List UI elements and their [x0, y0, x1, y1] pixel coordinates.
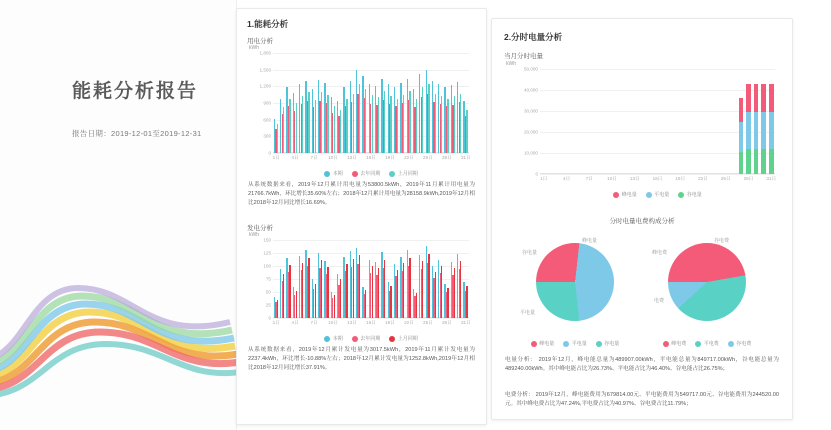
gridline [273, 86, 469, 87]
y-tick-label: 1,500 [259, 67, 271, 73]
bar [308, 92, 309, 153]
bar [321, 260, 322, 318]
pie-section-title: 分时电量电费构成分析 [609, 218, 675, 225]
legend-label: 去年同期 [360, 336, 381, 342]
legend-label: 峰电费 [671, 341, 687, 347]
legend-label: 本期 [332, 171, 343, 177]
x-tick-label: 28日 [442, 155, 452, 160]
legend-swatch [352, 336, 358, 342]
stacked-bar-segment [761, 112, 766, 149]
bar [289, 265, 290, 318]
bar [435, 272, 436, 318]
legend-swatch [596, 341, 602, 347]
legend-swatch [531, 341, 537, 347]
y-tick-label: 900 [263, 100, 271, 106]
pie-chart [536, 243, 614, 321]
bar [466, 110, 467, 153]
x-tick-label: 13日 [347, 320, 357, 325]
bar [397, 99, 398, 153]
bar [403, 263, 404, 318]
stacked-bar-segment [754, 84, 759, 112]
legend-item[interactable] [352, 170, 381, 177]
gridline [273, 53, 469, 54]
x-tick-label: 10日 [328, 320, 338, 325]
legend-swatch [352, 171, 358, 177]
stacked-bar-segment [761, 149, 766, 174]
legend-item[interactable] [646, 191, 670, 198]
y-tick-label: 50,000 [523, 66, 538, 72]
bar [460, 94, 461, 153]
legend-swatch [613, 192, 619, 198]
bar [315, 100, 316, 153]
stacked-bar-segment [761, 84, 766, 112]
y-tick-label: 75 [265, 276, 271, 282]
stacked-bar-segment [739, 98, 744, 121]
legend-item[interactable] [695, 340, 719, 347]
tou-energy-pie [520, 233, 630, 329]
pie-slice-label: 平电量 [520, 310, 536, 316]
bar [441, 266, 442, 318]
y-tick-label: 0 [535, 171, 538, 177]
bar [403, 95, 404, 153]
legend-label: 谷电费 [736, 341, 752, 347]
bar [327, 267, 328, 318]
x-tick-label: 4日 [291, 155, 299, 160]
section1-sub1: 用电分析 [247, 38, 273, 45]
x-tick-label: 1日 [540, 176, 548, 181]
legend-swatch [563, 341, 569, 347]
bar [327, 95, 328, 153]
energy-analysis-card [236, 8, 487, 425]
legend-item[interactable] [324, 335, 343, 342]
bar [353, 94, 354, 153]
bar [340, 110, 341, 153]
legend-item[interactable] [596, 340, 620, 347]
x-tick-label: 1日 [272, 155, 280, 160]
y-tick-label: 100 [263, 263, 271, 269]
pie-slice-label: 电费 [654, 298, 665, 304]
legend-swatch [389, 171, 395, 177]
bar [416, 99, 417, 153]
bar [289, 99, 290, 153]
x-tick-label: 22日 [404, 155, 414, 160]
legend-swatch [646, 192, 652, 198]
bar [447, 99, 448, 153]
power-generation-chart [263, 237, 471, 325]
tou-energy-chart [523, 66, 777, 181]
legend-label: 峰电量 [621, 192, 637, 198]
bar [302, 263, 303, 318]
bar [422, 87, 423, 153]
x-tick-label: 31日 [460, 320, 471, 325]
bar [390, 286, 391, 318]
legend-swatch [678, 192, 684, 198]
tou-cost-pie [652, 233, 762, 329]
x-tick-label: 13日 [629, 176, 640, 181]
legend-label: 平电量 [654, 192, 670, 198]
bar [390, 96, 391, 153]
x-tick-label: 7日 [310, 320, 318, 325]
legend-item[interactable] [563, 340, 587, 347]
x-tick-label: 22日 [404, 320, 414, 325]
gridline [273, 318, 469, 319]
legend-item[interactable] [531, 340, 555, 347]
y-tick-label: 25 [265, 302, 271, 308]
y-tick-label: 50 [265, 289, 271, 295]
electricity-usage-chart [259, 50, 471, 160]
stacked-bar-segment [746, 149, 751, 174]
bar [409, 258, 410, 318]
legend-label: 平电量 [571, 341, 587, 347]
legend-label: 谷电量 [686, 192, 702, 198]
bar [460, 261, 461, 318]
x-tick-label: 1日 [272, 320, 280, 325]
legend-swatch [663, 341, 669, 347]
y-tick-label: 150 [263, 237, 271, 243]
section2-paragraph2: 电费分析： 2019年12月，峰电能费用为679814.00元、平电能费用为549717.00元、谷电能费用为244520.00元。其中峰电费占比为47.24%,平电费占比为40.97%、谷电费占比11.79%； [505, 392, 779, 408]
tou-analysis-card [491, 18, 793, 420]
bar [353, 259, 354, 318]
pie-chart [668, 243, 746, 321]
legend-item[interactable] [389, 335, 418, 342]
y-tick-label: 1,800 [259, 50, 271, 56]
bar [435, 94, 436, 153]
report-date: 报告日期：2019-12-01至2019-12-31 [72, 129, 202, 138]
y-tick-label: 125 [263, 250, 271, 256]
x-tick-label: 25日 [720, 176, 731, 181]
pie2-legend [648, 340, 766, 347]
stacked-bar-segment [754, 149, 759, 174]
x-tick-label: 22日 [698, 176, 708, 181]
gridline [273, 70, 469, 71]
bar [378, 268, 379, 318]
x-tick-label: 7日 [585, 176, 593, 181]
x-tick-label: 25日 [423, 155, 433, 160]
legend-swatch [389, 336, 395, 342]
y-tick-label: 0 [268, 315, 271, 321]
chart3-legend [540, 191, 775, 198]
bar [447, 288, 448, 318]
legend-label: 本期 [332, 336, 343, 342]
y-tick-label: 20,000 [523, 129, 538, 135]
x-tick-label: 4日 [291, 320, 299, 325]
legend-swatch [324, 336, 330, 342]
legend-item[interactable] [324, 170, 343, 177]
bar [454, 96, 455, 153]
x-tick-label: 10日 [328, 155, 338, 160]
legend-item[interactable] [663, 340, 687, 347]
bar [384, 260, 385, 318]
legend-label: 上月同期 [397, 336, 418, 342]
pie-slice-label: 谷电量 [522, 250, 538, 256]
bar [296, 291, 297, 318]
chart2-unit: kWh [249, 232, 259, 238]
bar [346, 264, 347, 318]
section1-paragraph1: 从系统数据来看，2019年12月累计用电量为53800.5kWh，2019年11月累计用电量为21766.7kWh，环比增长35.60%左右；2018年12月累计用电量为28158.9kWh,2019年12月相比2018年12月同比增长16.69%。 [248, 182, 475, 207]
pie-slice-label: 峰电量 [582, 238, 598, 244]
bar [283, 107, 284, 153]
y-tick-label: 40,000 [523, 87, 538, 93]
bar [397, 270, 398, 318]
legend-label: 峰电量 [539, 341, 555, 347]
chart1-unit: kWh [249, 45, 259, 51]
bar [384, 91, 385, 153]
bar [359, 255, 360, 318]
y-tick-label: 0 [268, 150, 271, 156]
bar [466, 286, 467, 318]
bar [372, 95, 373, 153]
legend-label: 谷电量 [604, 341, 620, 347]
legend-item[interactable] [678, 191, 702, 198]
gridline [273, 253, 469, 254]
bar [283, 274, 284, 318]
x-tick-label: 16日 [366, 320, 376, 325]
stacked-bar-segment [769, 84, 774, 112]
legend-swatch [695, 341, 701, 347]
bar [334, 295, 335, 318]
gridline [540, 69, 775, 70]
bar [428, 84, 429, 153]
pie-slice-label: 谷电费 [714, 238, 730, 244]
section2-paragraph1: 电量分析： 2019年12月，峰电能总量为489907.00kWh，平电能总量为849717.00kWh，谷电能总量为489240.00kWh。其中峰电能占比为26.73%、平电能占比为46.40%、谷电能占比26.75%； [505, 357, 779, 373]
bar [296, 103, 297, 153]
x-tick-label: 19日 [385, 320, 395, 325]
x-tick-label: 16日 [652, 176, 663, 181]
x-tick-label: 16日 [366, 155, 376, 160]
stacked-bar-segment [739, 122, 744, 152]
x-tick-label: 7日 [310, 155, 318, 160]
legend-item[interactable] [352, 335, 381, 342]
legend-label: 平电费 [703, 341, 719, 347]
section2-title: 2.分时电量分析 [504, 32, 563, 42]
bar [340, 279, 341, 318]
chart2-legend [273, 335, 469, 342]
bar [308, 258, 309, 318]
bar [416, 293, 417, 318]
gridline [540, 174, 775, 175]
x-tick-label: 13日 [347, 155, 357, 160]
bar [277, 124, 278, 153]
bar [365, 89, 366, 153]
bar [378, 97, 379, 153]
stacked-bar-segment [769, 149, 774, 174]
chart3-unit: kWh [506, 61, 516, 67]
x-tick-label: 28日 [743, 176, 754, 181]
stacked-bar-segment [739, 152, 744, 174]
stacked-bar-segment [769, 112, 774, 149]
gridline [273, 153, 469, 154]
gridline [540, 90, 775, 91]
legend-label: 去年同期 [360, 171, 381, 177]
bar [321, 92, 322, 153]
section1-paragraph2: 从系统数据来看，2019年12月累计发电量为3017.5kWh，2019年11月累计发电量为2237.4kWh，环比增长-10.88%左右；2018年12月累计发电量为1252.8kWh,2019年12月相比2018年12月同比增长37.91%。 [248, 347, 475, 372]
stacked-bar-segment [754, 112, 759, 149]
bar [454, 268, 455, 318]
bar [359, 84, 360, 153]
legend-item[interactable] [613, 191, 637, 198]
y-tick-label: 10,000 [523, 150, 538, 156]
gridline [273, 240, 469, 241]
x-tick-label: 31日 [766, 176, 777, 181]
page-title: 能耗分析报告 [72, 81, 199, 102]
bar [315, 284, 316, 318]
pie-slice-label: 峰电费 [652, 250, 668, 256]
section2-sub1: 当月分时电量 [504, 53, 543, 60]
legend-swatch [324, 171, 330, 177]
legend-item[interactable] [728, 340, 752, 347]
x-tick-label: 31日 [460, 155, 471, 160]
legend-swatch [728, 341, 734, 347]
y-tick-label: 1,200 [259, 83, 271, 89]
pie1-legend [516, 340, 634, 347]
stacked-bar-segment [746, 112, 751, 149]
stacked-bar-segment [746, 84, 751, 112]
y-tick-label: 30,000 [523, 108, 538, 114]
bar [409, 91, 410, 153]
bar [365, 290, 366, 318]
x-tick-label: 25日 [423, 320, 433, 325]
ribbon-decoration [0, 260, 237, 400]
legend-label: 上月同期 [397, 171, 418, 177]
x-tick-label: 10日 [607, 176, 617, 181]
legend-item[interactable] [389, 170, 418, 177]
bar [372, 266, 373, 318]
bar [334, 106, 335, 153]
bar [302, 96, 303, 153]
bar [441, 96, 442, 153]
x-tick-label: 19日 [675, 176, 686, 181]
bar [422, 261, 423, 318]
x-tick-label: 28日 [442, 320, 452, 325]
bar [346, 99, 347, 153]
bar [428, 254, 429, 318]
y-tick-label: 300 [263, 133, 271, 139]
y-tick-label: 600 [263, 117, 271, 123]
x-tick-label: 19日 [385, 155, 395, 160]
chart1-legend [273, 170, 469, 177]
x-tick-label: 4日 [562, 176, 571, 181]
section1-title: 1.能耗分析 [247, 19, 289, 29]
bar [277, 300, 278, 318]
section1-sub2: 发电分析 [247, 225, 273, 232]
cover-panel [0, 0, 237, 430]
